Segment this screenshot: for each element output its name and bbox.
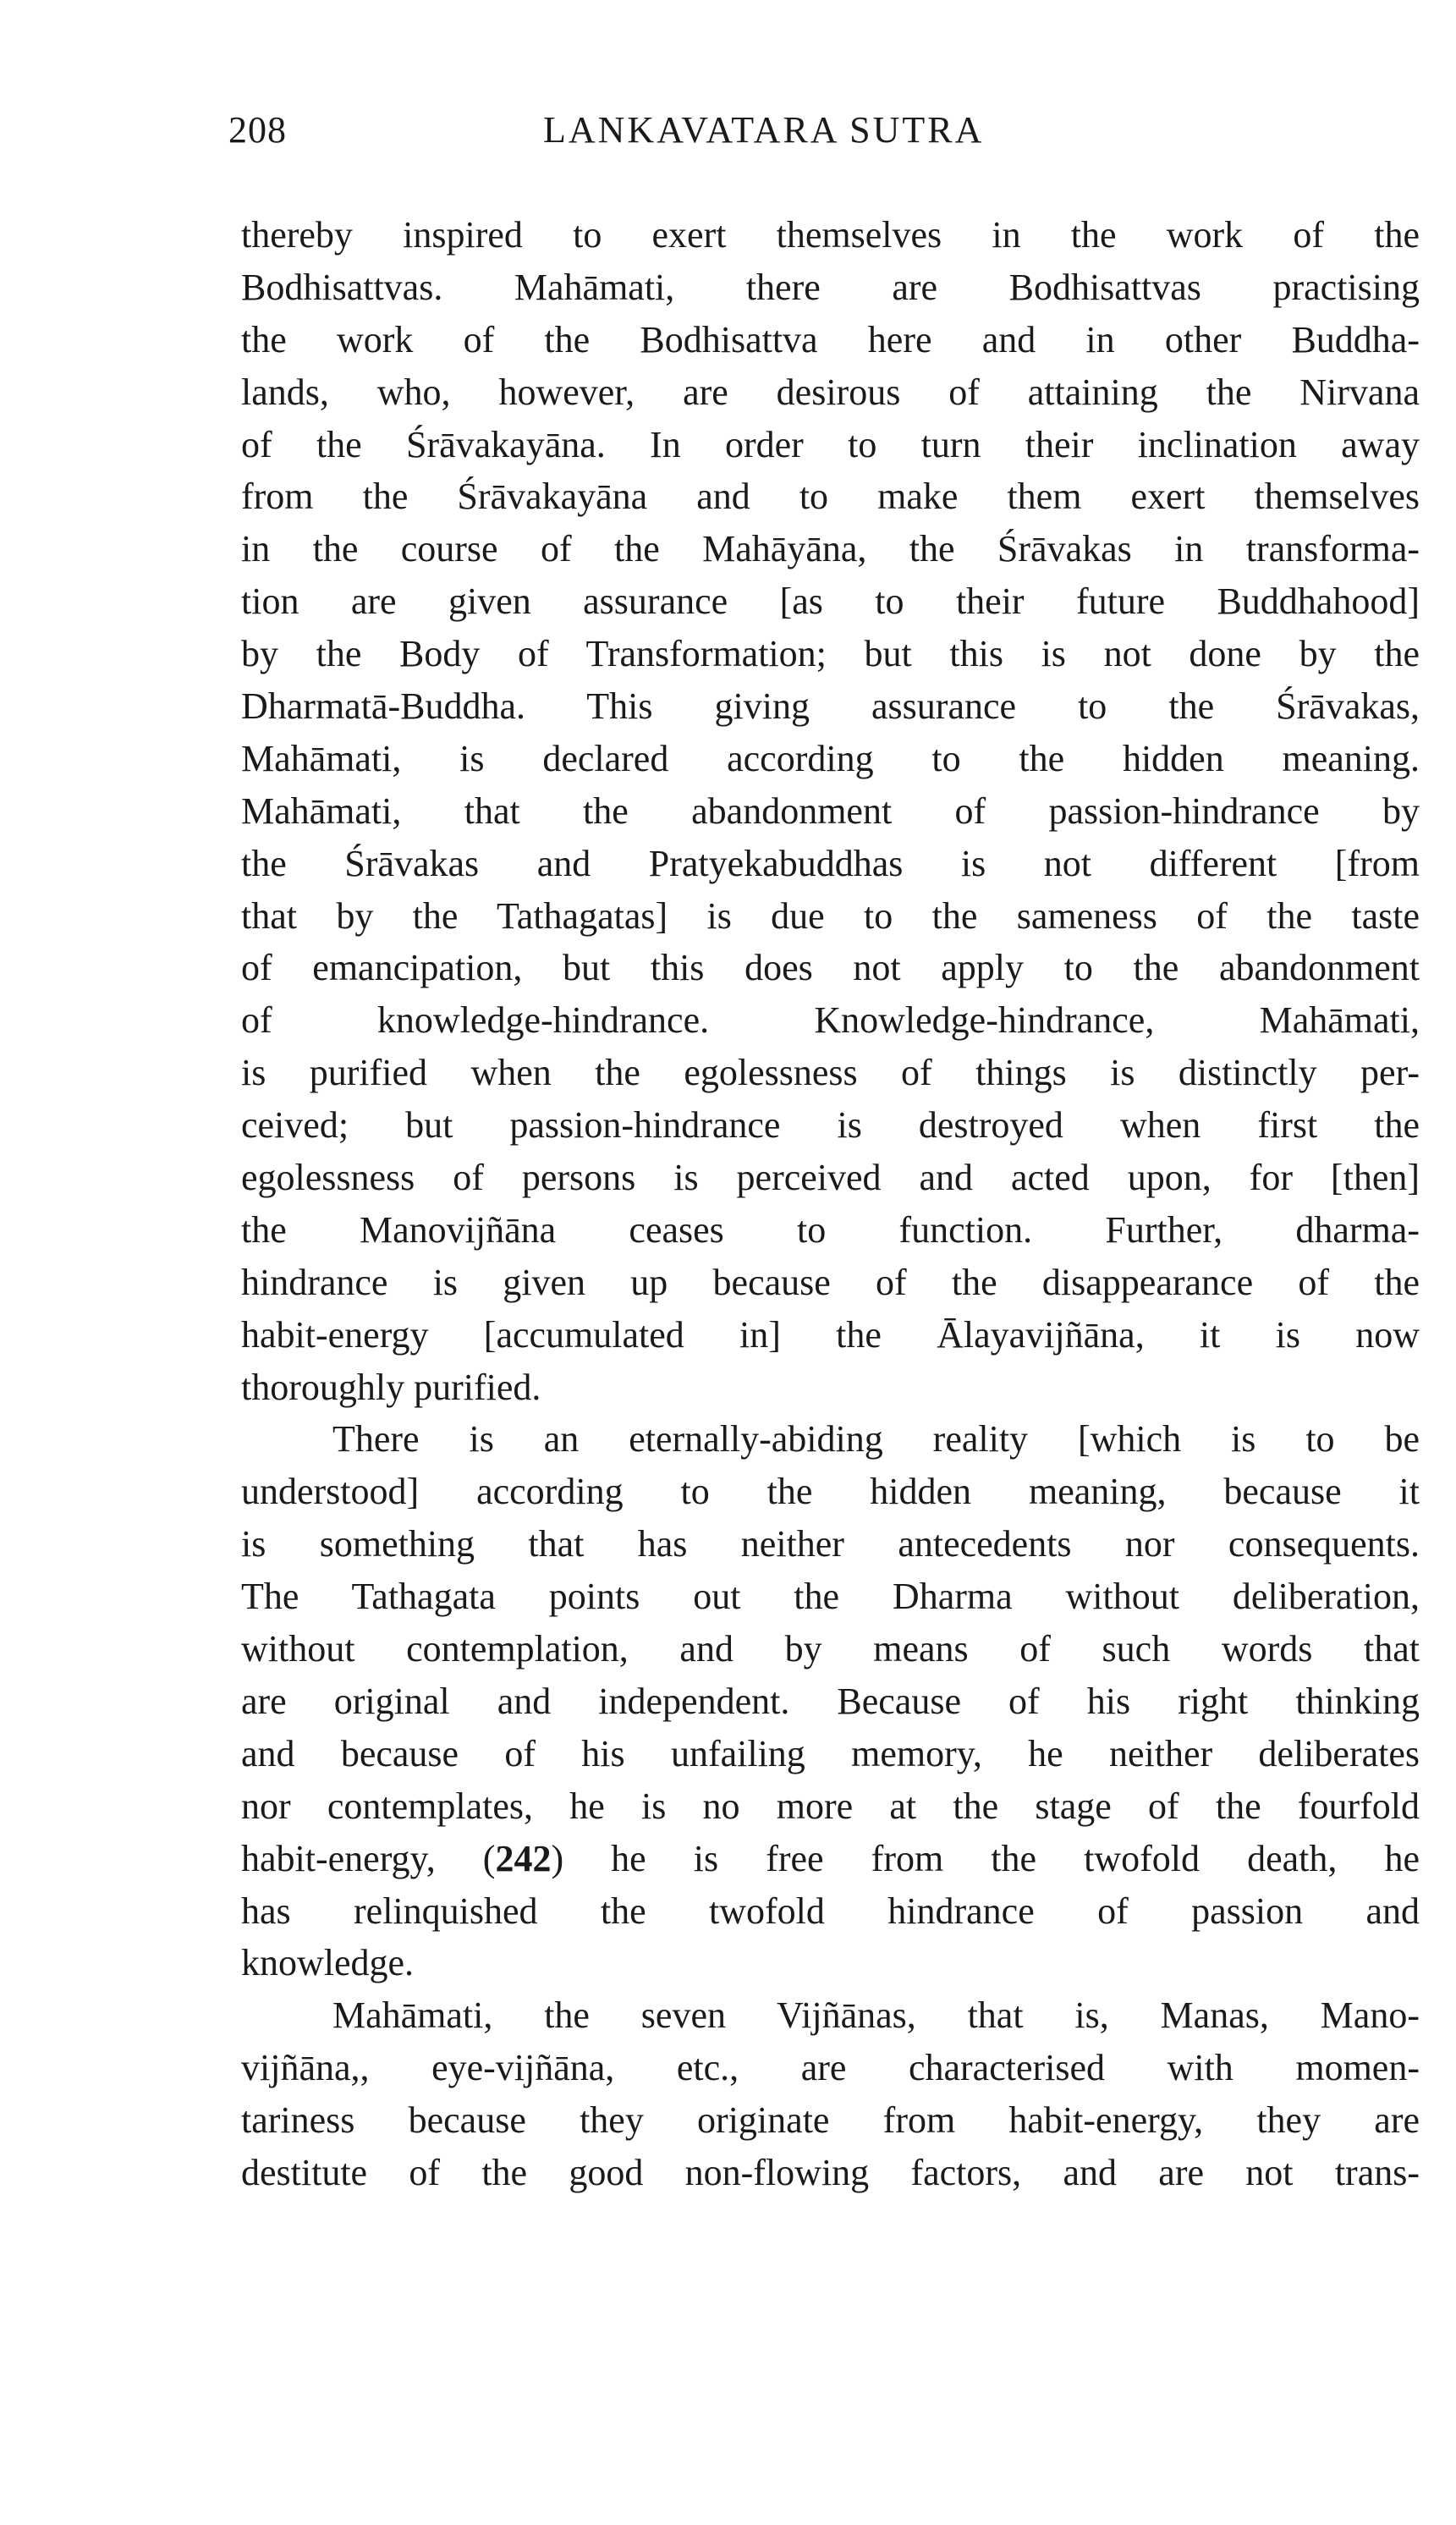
text-line: The Tathagata points out the Dharma without deliberation,	[241, 1576, 1420, 1618]
paragraph-start-line: Mahāmati, the seven Vijñānas, that is, Manas, Mano-	[332, 1994, 1420, 2037]
line-text-before-marker: habit-energy, (	[241, 1837, 496, 1879]
text-line: by the Body of Transformation; but this is not done by the	[241, 633, 1420, 675]
text-line: habit-energy [accumulated in] the Ālayavijñāna, it is now	[241, 1313, 1420, 1356]
text-line: vijñāna,, eye-vijñāna, etc., are characterised with momen-	[241, 2047, 1420, 2089]
text-line: nor contemplates, he is no more at the stage of the fourfold	[241, 1785, 1420, 1827]
body-text	[241, 209, 1420, 2199]
text-line: the Śrāvakas and Pratyekabuddhas is not different [from	[241, 842, 1420, 884]
text-line: of the Śrāvakayāna. In order to turn their inclination away	[241, 423, 1420, 465]
page-header	[228, 108, 1430, 168]
text-line: ceived; but passion-hindrance is destroyed when first the	[241, 1104, 1420, 1147]
running-title: LANKAVATARA SUTRA	[543, 109, 985, 151]
text-line: tion are given assurance [as to their future Buddhahood]	[241, 580, 1420, 623]
text-line: destitute of the good non-flowing factors, and are not trans-	[241, 2151, 1420, 2193]
text-line: of knowledge-hindrance. Knowledge-hindrance, Mahāmati,	[241, 999, 1420, 1042]
text-line: thoroughly purified.	[241, 1366, 541, 1408]
text-line: tariness because they originate from habit-energy, they are	[241, 2099, 1420, 2142]
text-line: Bodhisattvas. Mahāmati, there are Bodhisattvas practising	[241, 266, 1420, 308]
text-line: is something that has neither antecedents nor consequents.	[241, 1523, 1420, 1565]
line-text-after-marker: ) he is free from the twofold death, he	[551, 1837, 1420, 1879]
text-line: the work of the Bodhisattva here and in other Buddha-	[241, 318, 1420, 360]
text-line: of emancipation, but this does not apply to the abandonment	[241, 947, 1420, 989]
text-line: in the course of the Mahāyāna, the Śrāvakas in transforma-	[241, 528, 1420, 570]
text-line: without contemplation, and by means of such words that	[241, 1628, 1420, 1670]
text-line: has relinquished the twofold hindrance of passion and	[241, 1890, 1420, 1932]
text-line: knowledge.	[241, 1942, 415, 1984]
text-line: Mahāmati, that the abandonment of passion-hindrance by	[241, 789, 1420, 832]
page-number: 208	[228, 109, 287, 151]
text-line: that by the Tathagatas] is due to the sameness of the taste	[241, 894, 1420, 937]
text-line: understood] according to the hidden meaning, because it	[241, 1471, 1420, 1513]
text-line: hindrance is given up because of the disappearance of the	[241, 1261, 1420, 1303]
text-line: Mahāmati, is declared according to the hidden meaning.	[241, 737, 1420, 779]
text-line: is purified when the egolessness of things is distinctly per-	[241, 1052, 1420, 1094]
text-line: lands, who, however, are desirous of attaining the Nirvana	[241, 371, 1420, 413]
text-line: thereby inspired to exert themselves in the work of the	[241, 214, 1420, 256]
paragraph-start-line: There is an eternally-abiding reality [which is to be	[332, 1418, 1420, 1461]
text-line: Dharmatā-Buddha. This giving assurance to the Śrāvakas,	[241, 685, 1420, 728]
text-line: the Manovijñāna ceases to function. Further, dharma-	[241, 1208, 1420, 1251]
text-line: and because of his unfailing memory, he neither deliberates	[241, 1732, 1420, 1774]
text-line: from the Śrāvakayāna and to make them exert themselves	[241, 476, 1420, 518]
text-line: egolessness of persons is perceived and acted upon, for [then]	[241, 1157, 1420, 1199]
text-line-with-marker	[241, 1833, 1420, 1885]
text-line: are original and independent. Because of his right thinking	[241, 1680, 1420, 1722]
original-page-marker: 242	[495, 1837, 552, 1879]
